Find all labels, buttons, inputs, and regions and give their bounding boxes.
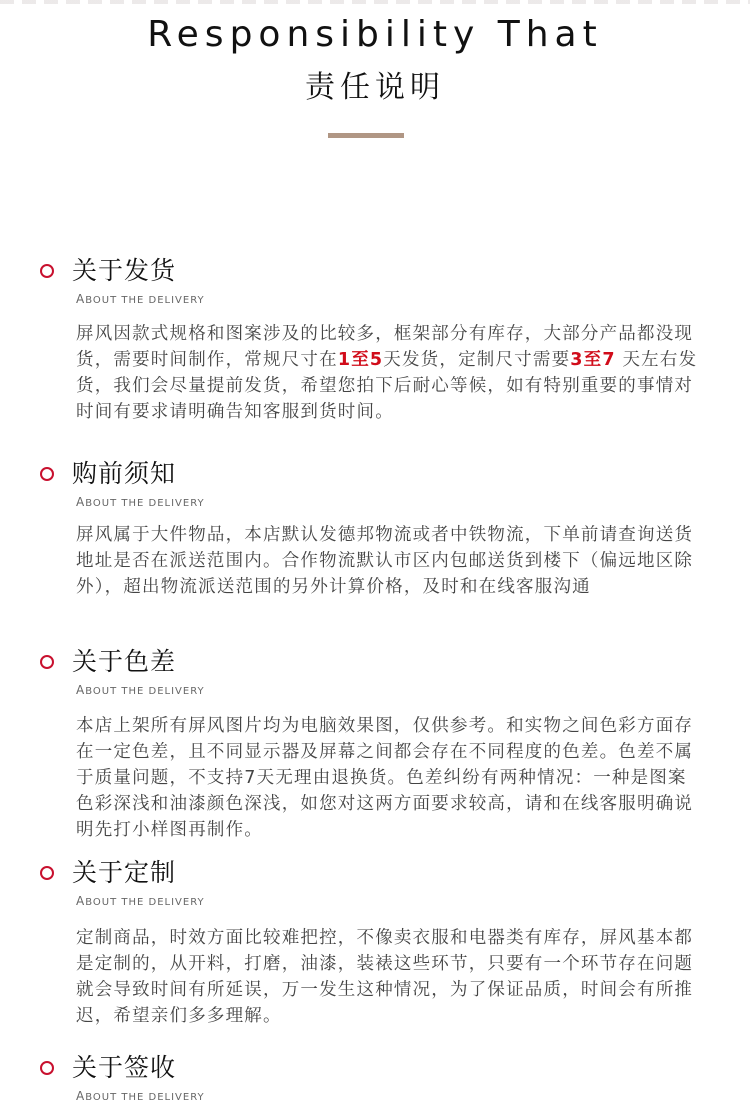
section-subtitle: ABOUT THE DELIVERY [76,292,205,306]
section-subtitle: ABOUT THE DELIVERY [76,683,205,697]
section-title: 关于色差 [72,647,177,676]
bullet-ring-icon [40,1061,54,1075]
section-title: 关于签收 [72,1053,177,1082]
bullet-ring-icon [40,264,54,278]
top-decorative-border [0,0,750,4]
page-header [0,10,750,110]
bullet-ring-icon [40,866,54,880]
section-title: 购前须知 [72,459,177,488]
section-subtitle: ABOUT THE DELIVERY [76,894,205,908]
section-body: 本店上架所有屏风图片均为电脑效果图，仅供参考。和实物之间色彩方面存在一定色差，且不同显示器及屏幕之间都会存在不同程度的色差。色差不属于质量问题，不支持7天无理由退换货。色差纠纷有两种情况：一种是图案色彩深浅和油漆颜色深浅，如您对这两方面要求较高，请和在线客服明确说明先打小样图再制作。 [76,716,694,840]
title-divider [328,133,404,138]
section-body: 屏风因款式规格和图案涉及的比较多，框架部分有库存，大部分产品都没现货，需要时间制作，常规尺寸在1至5天发货，定制尺寸需要3至7 天左右发货，我们会尽量提前发货，希望您拍下后耐心等候，如有特别重要的事情对时间有要求请明确告知客服到货时间。 [76,324,698,422]
highlight-days: 1至5 [337,350,384,370]
section-title: 关于发货 [72,256,177,285]
section-body: 屏风属于大件物品，本店默认发德邦物流或者中铁物流，下单前请查询送货地址是否在派送范围内。合作物流默认市区内包邮送货到楼下（偏远地区除外），超出物流派送范围的另外计算价格，及时和在线客服沟通 [76,525,694,597]
section-subtitle: ABOUT THE DELIVERY [76,1089,205,1103]
section-subtitle: ABOUT THE DELIVERY [76,495,205,509]
bullet-ring-icon [40,467,54,481]
section-body: 定制商品，时效方面比较难把控，不像卖衣服和电器类有库存，屏风基本都是定制的，从开料，打磨，油漆，装裱这些环节，只要有一个环节存在问题就会导致时间有所延误，万一发生这种情况，为了保证品质，时间会有所推迟，希望亲们多多理解。 [76,928,694,1026]
title-english: Responsibility That [147,14,603,55]
bullet-ring-icon [40,655,54,669]
highlight-days: 3至7 [570,350,616,370]
section-title: 关于定制 [72,858,177,887]
title-chinese: 责任说明 [305,70,445,105]
